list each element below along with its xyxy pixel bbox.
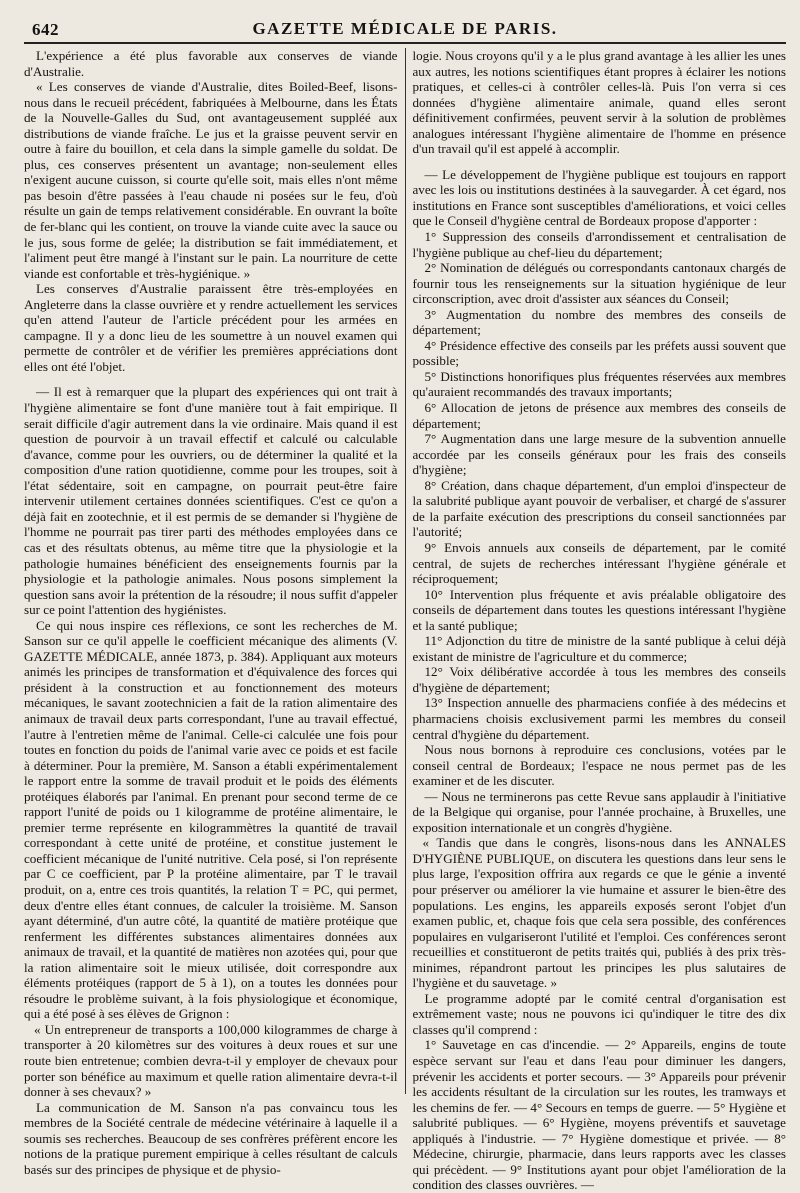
list-item: 5° Distinctions honorifiques plus fréquentes réservées aux membres qu'auraient recommandés des travaux importants; [412, 368, 786, 400]
list-item: 3° Augmentation du nombre des membres des conseils de département; [412, 306, 786, 338]
journal-title: GAZETTE MÉDICALE DE PARIS. [252, 19, 558, 38]
right-column [406, 48, 787, 1193]
list-item: 11° Adjonction du titre de ministre de la santé publique à celui déjà existant de ministre de l'agriculture et du commerce; [412, 633, 786, 664]
list-item: 13° Inspection annuelle des pharmaciens confiée à des médecins et pharmaciens choisis exclusivement parmi les membres du conseil central d'hygiène du département. [412, 695, 786, 742]
quoted-problem: « Un entrepreneur de transports a 100,000 kilogrammes de charge à transporter à 20 kilomètres sur des voitures à deux roues et sur une route bien entretenue; combien devra-t-il y employer de chevaux pour porter son bénéfice au maximum et quelle ration alimentaire devra-t-il donner à ses chevaux? » [24, 1021, 398, 1100]
article-paragraph: — Nous ne terminerons pas cette Revue sans applaudir à l'initiative de la Belgique qui organise, pour l'année prochaine, à Bruxelles, une exposition internationale et un congrès d'hygiène. [412, 788, 786, 835]
article-paragraph: Ce qui nous inspire ces réflexions, ce sont les recherches de M. Sanson sur ce qu'il appelle le coefficient mécanique des aliments (V. GAZETTE MÉDICALE, année 1873, p. 384). Appliquant aux moteurs animés les principes de transformation et d'équivalence des forces qui président à la construction et au fonctionnement des moteurs mécaniques, le savant zootechnicien a fait de la ration alimentaire des animaux de travail deux parts correspondant, l'une au travail effectué, l'autre à l'entretien même de l'animal. Celle-ci calculée une fois pour toutes en fonction du poids de l'animal varie avec ce poids et est facile à déterminer. Pour la première, M. Sanson a établi expérimentalement le rapport entre la somme de travail produit et le poids des éléments protéiques élaborés par l'animal. En prenant pour second terme de ce rapport l'unité de poids ou 1 kilogramme de protéine alimentaire, le premier terme représente en kilogrammètres la quantité de travail correspondant à cette unité de protéine, et constitue justement le coefficient mécanique de l'unité nutritive. Cela posé, si l'on représente par C ce coefficient, par P la protéine alimentaire, par T le travail produit, on a, entre ces trois quantités, la relation T = PC, qui permet, deux d'entre elles étant connues, de calculer la troisième. M. Sanson ayant déterminé, d'un autre côté, la quantité de matière protéique que renferment les différentes substances alimentaires données aux animaux de travail, et la quantité de matières non azotées qui, pour que la ration alimentaire soit le mieux utilisée, doit correspondre aux éléments protéiques (rapport de 5 à 1), on a toutes les données pour résoudre le problème suivant, à la fois physiologique et économique, qui a été posé à ses élèves de Grignon : [24, 617, 398, 1022]
article-paragraph: La communication de M. Sanson n'a pas convaincu tous les membres de la Société centrale de médecine vétérinaire à laquelle il a soumis ses recherches. Beaucoup de ses confrères préfèrent encore les notions de la pratique purement empirique à celles résultant de calculs basés sur des principes de physique et de physio- [24, 1099, 398, 1177]
list-item: 6° Allocation de jetons de présence aux membres des conseils de département; [412, 400, 786, 431]
two-column-body [24, 48, 786, 1193]
list-item: 7° Augmentation dans une large mesure de la subvention annuelle accordée par les conseils généraux pour les frais des conseils d'hygiène; [412, 431, 786, 478]
article-paragraph: Le programme adopté par le comité central d'organisation est extrêmement vaste; nous ne pouvons ici qu'indiquer le titre des dix classes qu'il comprend : [412, 990, 786, 1037]
list-item: 1° Suppression des conseils d'arrondissement et centralisation de l'hygiène publique au chef-lieu du département; [412, 229, 786, 260]
article-paragraph: logie. Nous croyons qu'il y a le plus grand avantage à les allier les unes aux autres, les notions scientifiques étant propres à éclairer les notions pratiques, et celles-ci à contrôler celles-là. Puis l'on verra si ces données d'hygiène alimentaire animale, quand elles seront définitivement confirmées, peuvent servir à la solution de problèmes analogues intéressant l'hygiène alimentaire de l'homme en présence d'un travail qu'il est appelé à accomplir. [412, 48, 786, 157]
list-item: 4° Présidence effective des conseils par les préfets aussi souvent que possible; [412, 337, 786, 369]
page-number: 642 [32, 20, 59, 39]
list-item: 9° Envois annuels aux conseils de département, par le comité central, de sujets de recherches intéressant l'hygiène générale et réciproquement; [412, 539, 786, 587]
list-item: 12° Voix délibérative accordée à tous les membres des conseils d'hygiène de département; [412, 664, 786, 695]
list-item: 2° Nomination de délégués ou correspondants cantonaux chargés de fournir tous les renseignements sur la situation hygiénique de leur circonscription, avec droit d'assister aux séances du Conseil; [412, 260, 786, 307]
article-paragraph: — Il est à remarquer que la plupart des expériences qui ont trait à l'hygiène alimentaire se font d'une manière tout à fait empirique. Il serait difficile d'agir autrement dans la vie ordinaire. Mais quand il est question de pourvoir à un travail effectif et calculé ou calculable d'avance, comme pour les ouvriers, ou de déterminer la qualité et la composition d'une ration quotidienne, comme pour les troupes, soit à l'état sédentaire, soit en campagne, on pourrait peut-être faire intervenir utilement certaines données scientifiques. C'est ce qu'on a déjà fait en zootechnie, et il est permis de se demander si l'hygiène de l'homme ne pourrait pas tirer parti des méthodes employées dans ce cas et des résultats obtenus, au même titre que la physiologie et la pathologie humaines bénéficient des enseignements fournis par la physiologie et la pathologie animales. Nous posons simplement la question sans avoir la prétention de la résoudre; il nous suffit d'appeler sur ce point l'attention des hygiénistes. [24, 384, 398, 618]
article-paragraph: L'expérience a été plus favorable aux conserves de viande d'Australie. [24, 48, 398, 79]
list-item: 10° Intervention plus fréquente et avis préalable obligatoire des conseils de département dans toutes les questions intéressant l'hygiène et la santé publique; [412, 586, 786, 633]
article-paragraph: Les conserves d'Australie paraissent être très-employées en Angleterre dans la classe ouvrière et y rendre actuellement les services qu'en attend l'auteur de l'article précédent pour les armées en campagne. Il y a donc lieu de les soumettre à un nouvel examen qui permette de contrôler et de vérifier les premières appréciations dont elles ont été l'objet. [24, 281, 398, 374]
left-column [24, 48, 405, 1177]
page-header [24, 12, 786, 44]
article-paragraph: Nous nous bornons à reproduire ces conclusions, votées par le conseil central de Bordeaux; l'espace ne nous permet pas de les examiner et de les discuter. [412, 742, 786, 789]
article-paragraph: — Le développement de l'hygiène publique est toujours en rapport avec les lois ou institutions destinées à la sauvegarder. À cet égard, nos institutions en France sont susceptibles d'améliorations, et voici celles que le Conseil d'hygiène central de Bordeaux propose d'apporter : [412, 166, 786, 229]
article-paragraph: 1° Sauvetage en cas d'incendie. — 2° Appareils, engins de toute espèce servant sur l'eau et dans l'eau pour diminuer les dangers, prévenir les accidents et porter secours. — 3° Appareils pour prévenir les accidents résultant de la circulation sur les routes, les tramways et les chemins de fer. — 4° Secours en temps de guerre. — 5° Hygiène et salubrité publiques. — 6° Hygiène, moyens préventifs et sauvetage appliqués à l'industrie. — 7° Hygiène domestique et privée. — 8° Médecine, chirurgie, pharmacie, dans leurs rapports avec les classes qui précèdent. — 9° Institutions ayant pour objet l'amélioration de la condition des classes ouvrières. — [412, 1037, 786, 1193]
article-paragraph: « Les conserves de viande d'Australie, dites Boiled-Beef, lisons-nous dans le recueil précédent, fabriquées à Melbourne, dans les États de la Nouvelle-Galles du Sud, ont avantageusement suppléé aux distributions de viande fraîche. Le jus et la graisse peuvent servir en outre à faire du bouillon, et cela dans la simple gamelle du soldat. De plus, ces conserves présentent un avantage; non-seulement elles n'exigent aucune cuisson, si courte qu'elle soit, mais elles n'ont même pas besoin d'être passées à l'eau chaude ni posées sur le feu, d'où résulte un gain de temps relativement considérable. En ouvrant la boîte de fer-blanc qui les contient, on trouve la viande cuite avec la sauce ou le jus, sous forme de gelée; la distribution se fait immédiatement, et l'aliment peut être mangé à l'instant sur le pain. La nourriture de cette viande est confortable et très-hygiénique. » [24, 79, 398, 281]
quoted-paragraph: « Tandis que dans le congrès, lisons-nous dans les ANNALES D'HYGIÈNE PUBLIQUE, on discutera les questions dans leur sens le plus large, l'exposition offrira aux regards ce que le génie a inventé pour préserver ou améliorer la vie humaine et assurer le bien-être des populations. Les engins, les appareils exposés seront l'objet d'un examen public, et, chaque fois que cela sera possible, des conférences populaires en vulgariseront l'utilité et l'emploi. Ces conférences seront recueillies et constitueront de petits traités qui, publiés à des prix très-minimes, répandront partout les principes les plus salutaires de l'hygiène et du sauvetage. » [412, 835, 786, 991]
list-item: 8° Création, dans chaque département, d'un emploi d'inspecteur de la salubrité publique ayant pouvoir de verbaliser, et chargé de s'assurer de la parfaite exécution des prescriptions du conseil sanctionnées par l'autorité; [412, 477, 786, 540]
